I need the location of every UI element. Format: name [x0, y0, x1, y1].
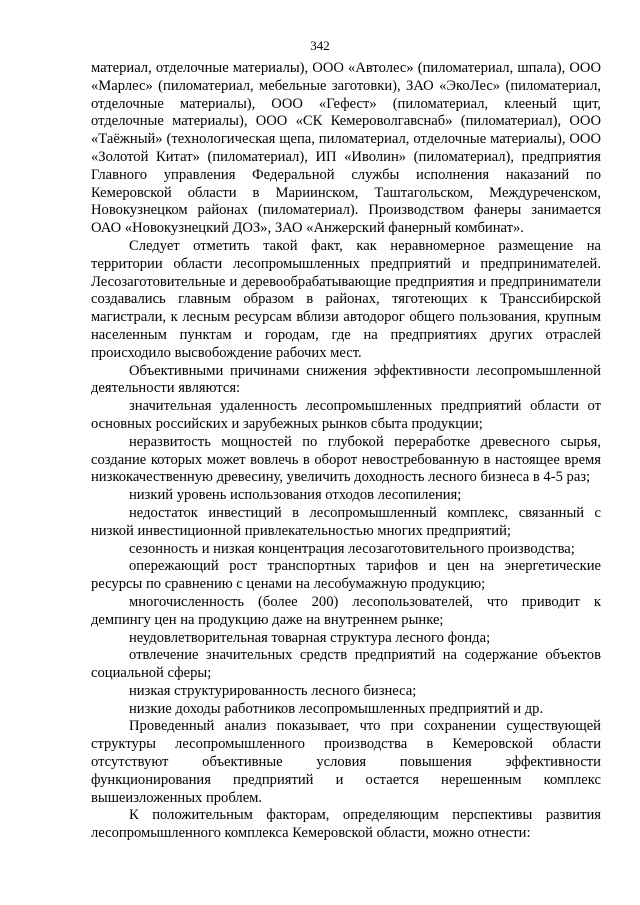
page-number: 342 — [310, 38, 330, 53]
paragraph: Объективными причинами снижения эффективности лесопромышленной деятельности являются: — [91, 362, 601, 397]
list-item: значительная удаленность лесопромышленных предприятий области от основных российских и зарубежных рынков сбыта продукции; — [91, 398, 601, 432]
list-item: низкие доходы работников лесопромышленных предприятий и др. — [129, 700, 544, 717]
paragraph: Проведенный анализ показывает, что при сохранении существующей структуры лесопромышленного производства в Кемеровской области отсутствуют объективные условия повышения эффективности функционирования предприятий и остается нерешенным комплекс вышеизложенных проблем. — [91, 718, 601, 806]
list-item: опережающий рост транспортных тарифов и цен на энергетические ресурсы по сравнению с ценами на лесобумажную продукцию; — [91, 558, 601, 593]
paragraph: Следует отметить такой факт, как неравномерное размещение на территории области лесопромышленных предприятий и предпринимателей. Лесозаготовительные и деревообрабатывающие предприятия и предприниматели создавались главным образом в районах, тяготеющих к Транссибирской магистрали, к лесным ресурсам вблизи автодорог общего пользования, крупным населенным пунктам и городам, где на предприятиях других отраслей происходило высвобождение рабочих мест. — [91, 237, 601, 361]
list-item: многочисленность (более 200) лесопользователей, что приводит к демпингу цен на продукцию даже на внутреннем рынке; — [91, 593, 601, 628]
body-text — [91, 60, 601, 843]
list-item: сезонность и низкая концентрация лесозаготовительного производства; — [129, 540, 575, 557]
paragraph: К положительным факторам, определяющим перспективы развития лесопромышленного комплекса Кемеровской области, можно отнести: — [91, 807, 601, 842]
list-item: недостаток инвестиций в лесопромышленный комплекс, связанный с низкой инвестиционной привлекательностью многих предприятий; — [91, 504, 601, 539]
list-item: неудовлетворительная товарная структура лесного фонда; — [129, 629, 491, 646]
list-item: отвлечение значительных средств предприятий на содержание объектов социальной сферы; — [91, 647, 601, 682]
list-item: низкий уровень использования отходов лесопиления; — [129, 487, 462, 504]
paragraph-continuation: материал, отделочные материалы), ООО «Автолес» (пиломатериал, шпала), ООО «Марлес» (пиломатериал, мебельные заготовки), ЗАО «ЭкоЛес» (пиломатериал, отделочные материалы), ООО «Гефест» (пиломатериал, клееный щит, отделочные материалы), ООО «СК Кемероволгавснаб» (пиломатериал), ООО «Таёжный» (технологическая щепа, пиломатериал, отделочные материалы), ООО «Золотой Китат» (пиломатериал), ИП «Иволин» (пиломатериал), предприятия Главного управления Федеральной службы исполнения наказаний по Кемеровской области в Мариинском, Таштагольском, Междуреченском, Новокузнецком районах (пиломатериал). Производством фанеры занимается ОАО «Новокузнецкий ДОЗ», ЗАО «Анжерский фанерный комбинат». — [91, 60, 601, 237]
list-item: неразвитость мощностей по глубокой переработке древесного сырья, создание которых может вовлечь в оборот невостребованную в настоящее время низкокачественную древесину, увеличить доходность лесного бизнеса в 4-5 раз; — [91, 433, 601, 486]
list-item: низкая структурированность лесного бизнеса; — [129, 682, 417, 699]
